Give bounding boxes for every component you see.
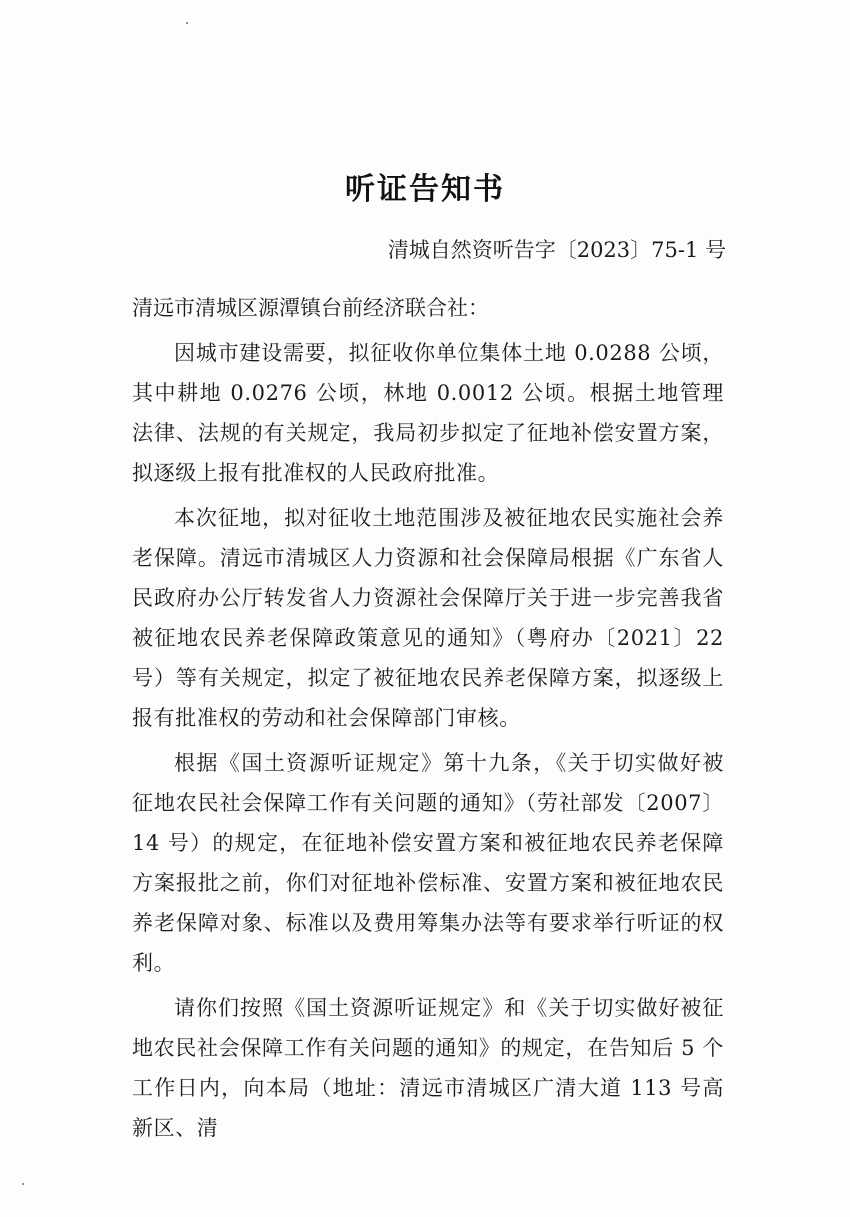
paragraph-expropriation: 因城市建设需要，拟征收你单位集体土地 0.0288 公顷，其中耕地 0.0276 公顷，林地 0.0012 公顷。根据土地管理法律、法规的有关规定，我局初步拟定了征地补偿安置方案，拟逐级上报有批准权的人民政府批准。: [132, 341, 724, 485]
addressee: 清远市清城区源潭镇台前经济联合社：: [132, 296, 489, 320]
document-number: 清城自然资听告字〔2023〕75-1 号: [387, 238, 726, 262]
paragraph-hearing-request: 请你们按照《国土资源听证规定》和《关于切实做好被征地农民社会保障工作有关问题的通知》的规定，在告知后 5 个工作日内，向本局（地址：清远市清城区广清大道 113 号高新区、清: [132, 996, 724, 1140]
paragraph-hearing-rights: 根据《国土资源听证规定》第十九条，《关于切实做好被征地农民社会保障工作有关问题的通知》（劳社部发〔2007〕14 号）的规定，在征地补偿安置方案和被征地农民养老保障方案报批之前，你们对征地补偿标准、安置方案和被征地农民养老保障对象、标准以及费用筹集办法等有要求举行听证的权利。: [132, 751, 724, 975]
document-title: 听证告知书: [345, 172, 505, 207]
scan-speck: [22, 1183, 24, 1185]
document-body: [132, 288, 724, 1148]
scan-speck: [186, 22, 188, 24]
paragraph-social-security: 本次征地，拟对征收土地范围涉及被征地农民实施社会养老保障。清远市清城区人力资源和社会保障局根据《广东省人民政府办公厅转发省人力资源社会保障厅关于进一步完善我省被征地农民养老保障政策意见的通知》（粤府办〔2021〕22 号）等有关规定，拟定了被征地农民养老保障方案，拟逐级上报有批准权的劳动和社会保障部门审核。: [132, 506, 724, 730]
